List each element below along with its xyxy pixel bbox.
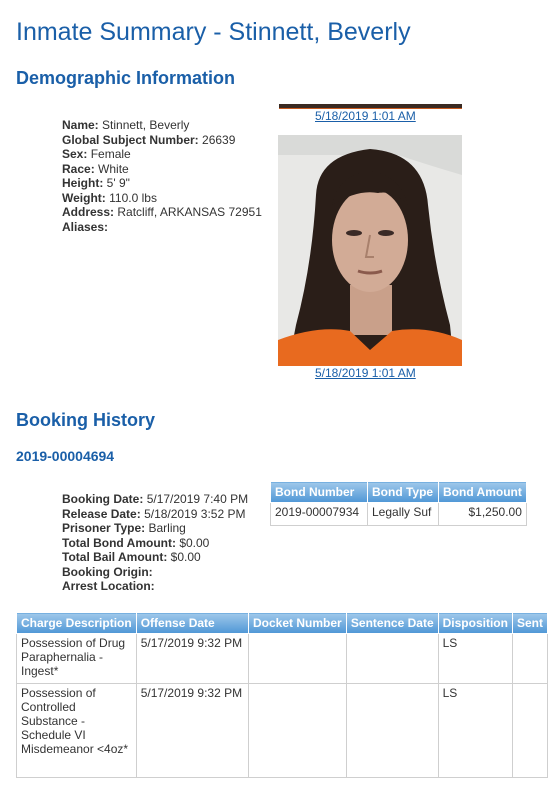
table-row — [17, 684, 548, 778]
disposition-header: Disposition — [438, 613, 512, 634]
aliases-row: Aliases: — [62, 219, 109, 234]
total-bail-row: Total Bail Amount: $0.00 — [62, 550, 201, 564]
offense-date-cell: 5/17/2019 9:32 PM — [136, 684, 248, 778]
booking-history-heading: Booking History — [16, 410, 156, 430]
weight-row: Weight: 110.0 lbs — [62, 190, 157, 205]
charge-description-header: Charge Description — [17, 613, 137, 634]
total-bond-row: Total Bond Amount: $0.00 — [62, 535, 210, 550]
arrest-location-row: Arrest Location: — [62, 579, 155, 593]
charges-header-row — [17, 613, 548, 634]
page-title: Inmate Summary - Stinnett, Beverly — [16, 18, 411, 46]
race-row: Race: White — [62, 161, 129, 176]
docket-number-cell — [249, 684, 347, 778]
booking-number: 2019-00004694 — [16, 448, 115, 464]
photo-date-link-1[interactable]: 5/18/2019 1:01 AM — [315, 109, 416, 123]
bond-type-header: Bond Type — [368, 482, 439, 503]
prisoner-type-row: Prisoner Type: Barling — [62, 521, 186, 535]
sentence-header: Sent — [512, 613, 547, 634]
docket-number-header: Docket Number — [249, 613, 347, 634]
mugshot-photo[interactable] — [278, 135, 462, 366]
table-row — [271, 503, 527, 526]
booking-date-row: Booking Date: 5/17/2019 7:40 PM — [62, 492, 249, 506]
bond-amount-cell: $1,250.00 — [439, 503, 527, 526]
sex-row: Sex: Female — [62, 147, 131, 161]
sentence-cell — [512, 634, 547, 684]
bond-number-cell: 2019-00007934 — [271, 503, 368, 526]
disposition-cell: LS — [438, 634, 512, 684]
sentence-cell — [512, 684, 547, 778]
bond-type-cell: Legally Suf — [368, 503, 439, 526]
docket-number-cell — [249, 634, 347, 684]
bond-table — [270, 481, 527, 526]
address-row: Address: Ratcliff, ARKANSAS 72951 — [62, 205, 262, 219]
sentence-date-header: Sentence Date — [346, 613, 438, 634]
booking-origin-row: Booking Origin: — [62, 564, 153, 579]
name-row: Name: Stinnett, Beverly — [62, 118, 190, 132]
bond-number-header: Bond Number — [271, 482, 368, 503]
subject-number-row: Global Subject Number: 26639 — [62, 132, 236, 147]
charge-description-cell: Possession of Controlled Substance - Schedule VI Misdemeanor <4oz* — [17, 684, 137, 778]
sentence-date-cell — [346, 634, 438, 684]
offense-date-cell: 5/17/2019 9:32 PM — [136, 634, 248, 684]
release-date-row: Release Date: 5/18/2019 3:52 PM — [62, 506, 246, 521]
bond-header-row — [271, 482, 527, 503]
table-row — [17, 634, 548, 684]
charges-table — [16, 612, 548, 778]
photo-date-link-2[interactable]: 5/18/2019 1:01 AM — [315, 366, 416, 380]
sentence-date-cell — [346, 684, 438, 778]
bond-amount-header: Bond Amount — [439, 482, 527, 503]
demographic-heading: Demographic Information — [16, 68, 236, 88]
offense-date-header: Offense Date — [136, 613, 248, 634]
charge-description-cell: Possession of Drug Paraphernalia - Ingest* — [17, 634, 137, 684]
booking-info — [62, 492, 248, 594]
disposition-cell: LS — [438, 684, 512, 778]
demographic-info — [62, 118, 262, 234]
height-row: Height: 5' 9" — [62, 176, 130, 190]
